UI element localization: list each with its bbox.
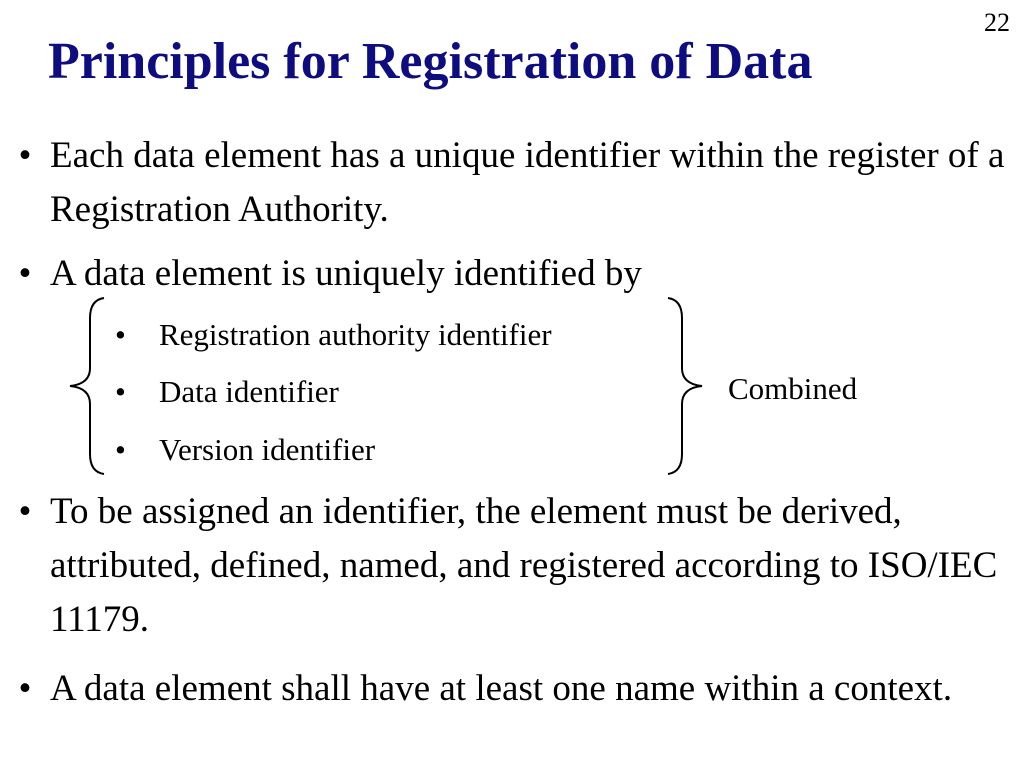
sub-item-text: Registration authority identifier xyxy=(159,317,552,352)
sub-list-item xyxy=(115,372,339,412)
sub-list-item xyxy=(115,430,375,470)
bullet-text: A data element is uniquely identified by xyxy=(50,253,642,294)
sub-item-text: Data identifier xyxy=(159,374,339,409)
sub-list-item xyxy=(115,315,552,355)
bullet-dot: • xyxy=(18,668,32,709)
bullet-dot: • xyxy=(18,135,32,176)
bullet-dot: • xyxy=(18,253,32,294)
bullet-item xyxy=(10,485,1010,647)
brace-label: Combined xyxy=(728,371,858,406)
left-brace xyxy=(64,296,108,476)
right-brace xyxy=(664,296,708,476)
bullet-item xyxy=(10,247,1010,301)
slide-number: 22 xyxy=(984,8,1010,37)
bullet-item xyxy=(10,129,1010,237)
sub-bullet-dot: • xyxy=(115,432,126,467)
bullet-text: Each data element has a unique identifier within the register of a Registration Authority. xyxy=(50,135,1005,230)
sub-bullet-dot: • xyxy=(115,374,126,409)
bullet-item xyxy=(10,660,1010,718)
bullet-dot: • xyxy=(18,491,32,532)
bullet-text: A data element shall have at least one name within a context. xyxy=(50,668,953,709)
sub-bullet-dot: • xyxy=(115,317,126,352)
sub-item-text: Version identifier xyxy=(159,432,376,467)
bullet-text: To be assigned an identifier, the element must be derived, attributed, defined, named, and registered according to ISO/IEC 11179. xyxy=(50,491,998,640)
slide-title: Principles for Registration of Data xyxy=(48,33,813,90)
